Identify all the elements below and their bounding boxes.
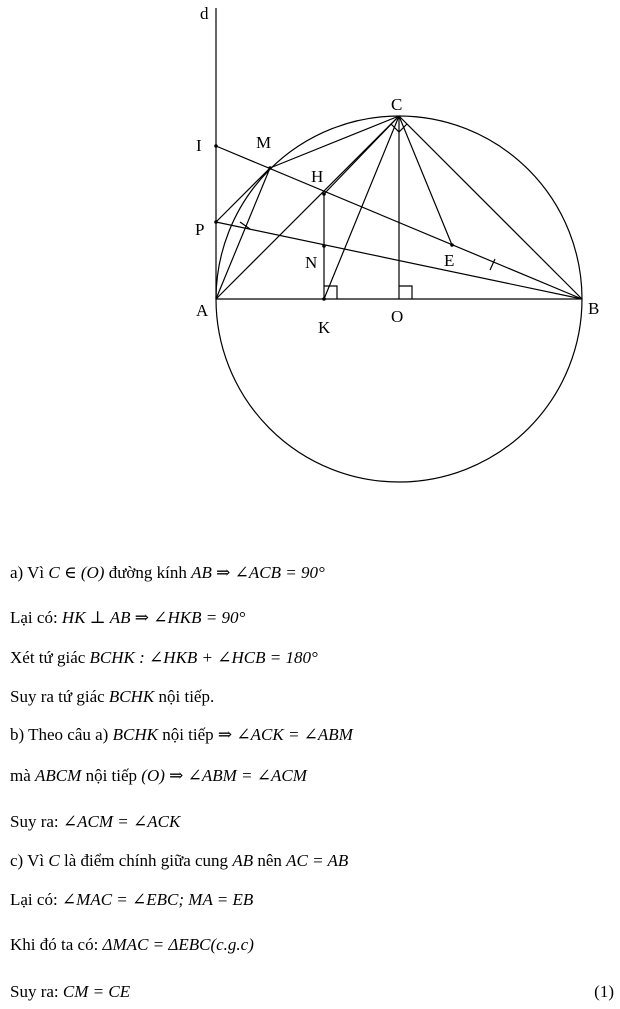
- segment-ck: [324, 116, 399, 299]
- solution-line-3: Xét tứ giác BCHK : ∠HKB + ∠HCB = 180°: [10, 648, 318, 667]
- segment-am: [216, 168, 270, 299]
- solution-line-9: Lại có: ∠MAC = ∠EBC; MA = EB: [10, 890, 254, 909]
- right-angle-o: [399, 286, 412, 299]
- label-h: H: [311, 167, 324, 186]
- label-i: I: [196, 136, 202, 155]
- label-m: M: [256, 133, 272, 152]
- equation-number: (1): [594, 982, 614, 1001]
- label-n: N: [305, 253, 318, 272]
- solution-line-6: mà ABCM nội tiếp (O) ⇒ ∠ABM = ∠ACM: [10, 766, 307, 785]
- label-e: E: [444, 251, 455, 270]
- segment-pm: [216, 168, 270, 222]
- solution-line-10: Khi đó ta có: ΔMAC = ΔEBC(c.g.c): [10, 935, 254, 954]
- label-o: O: [391, 307, 404, 326]
- solution-line-5: b) Theo câu a) BCHK nội tiếp ⇒ ∠ACK = ∠ABM: [10, 725, 353, 744]
- label-d: d: [200, 4, 209, 23]
- solution-line-11: Suy ra: CM = CE: [10, 982, 131, 1001]
- solution-line-2: Lại có: HK ⊥ AB ⇒ ∠HKB = 90°: [10, 608, 246, 627]
- right-angle-k: [324, 286, 337, 299]
- label-k: K: [318, 318, 331, 337]
- solution-line-1: a) Vì C ∈ (O) đường kính AB ⇒ ∠ACB = 90°: [10, 563, 325, 582]
- label-a: A: [196, 301, 209, 320]
- label-c: C: [391, 95, 403, 114]
- solution-line-8: c) Vì C là điểm chính giữa cung AB nên AC = AB: [10, 851, 349, 870]
- segment-mc: [270, 116, 399, 168]
- label-b: B: [588, 299, 600, 318]
- solution-line-4: Suy ra tứ giác BCHK nội tiếp.: [10, 687, 215, 706]
- segment-cb: [399, 116, 582, 299]
- solution-line-7: Suy ra: ∠ACM = ∠ACK: [10, 812, 181, 831]
- label-p: P: [195, 220, 205, 239]
